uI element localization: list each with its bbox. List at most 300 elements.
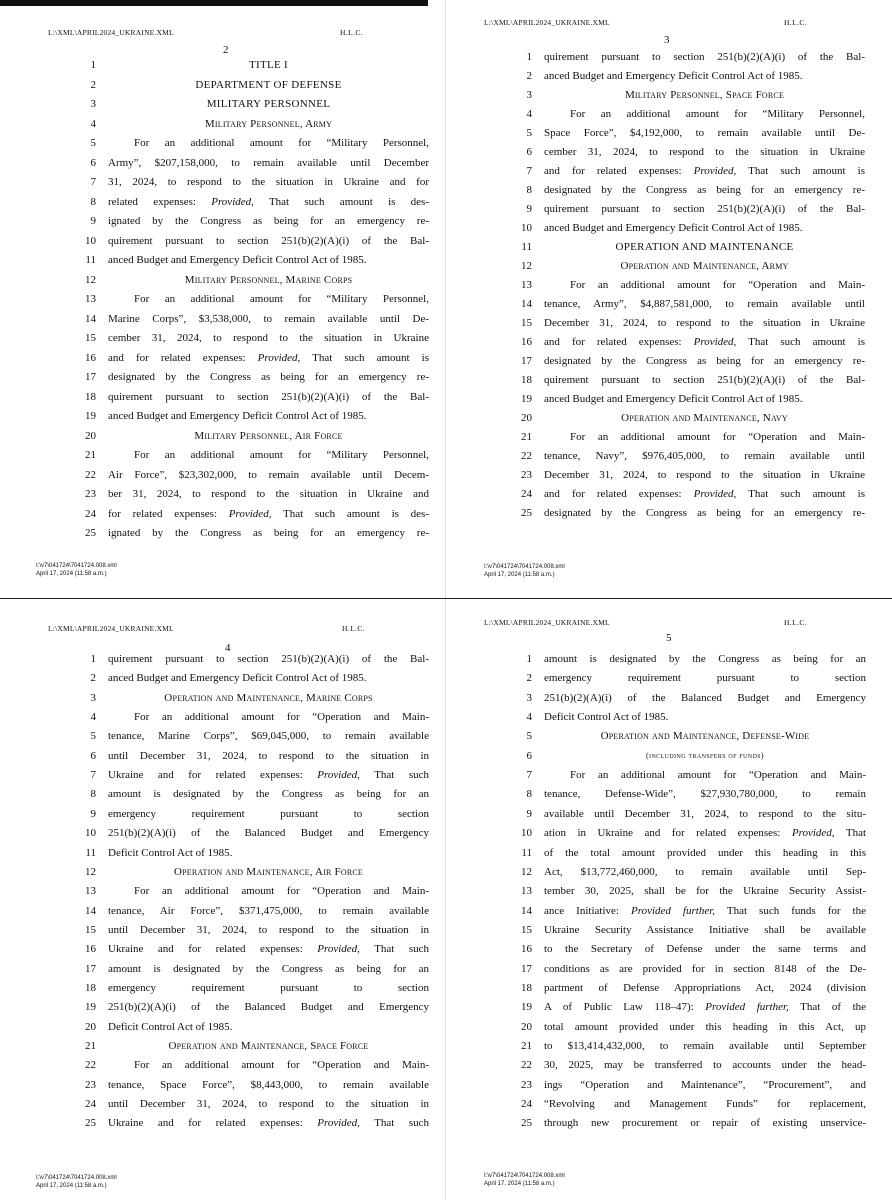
line-number: 13 xyxy=(521,885,532,898)
line-number: 5 xyxy=(526,730,532,743)
text-line xyxy=(510,1000,866,1020)
text-line xyxy=(74,884,429,904)
line-number: 19 xyxy=(85,1001,96,1014)
text-line xyxy=(510,923,866,943)
section-heading: (including transfers of funds) xyxy=(645,750,764,760)
text-line xyxy=(510,278,865,298)
line-text: cember 31, 2024, to respond to the situation in Ukraine xyxy=(544,146,865,158)
line-number: 2 xyxy=(90,78,96,91)
line-number: 17 xyxy=(521,962,532,975)
line-number: 16 xyxy=(521,336,532,348)
line-text: through new procurement or repair of existing unservice- xyxy=(544,1117,866,1130)
text-line xyxy=(510,69,865,89)
line-text-before: Ukraine and for related expenses: xyxy=(108,769,318,782)
text-line xyxy=(510,202,865,222)
line-text: ignated by the Congress as being for an emergency re- xyxy=(108,215,429,227)
italic-proviso: Provided, xyxy=(693,165,737,177)
line-text: For an additional amount for “Operation and Main- xyxy=(134,1059,429,1072)
text-line xyxy=(510,1020,866,1040)
line-number: 14 xyxy=(85,312,96,325)
line-text: amount is designated by the Congress as being for an xyxy=(544,653,866,665)
line-text-before: and for related expenses: xyxy=(108,351,258,364)
line-number: 7 xyxy=(526,769,532,782)
text-line xyxy=(74,962,429,982)
header-office: H.L.C. xyxy=(784,18,808,27)
line-number: 6 xyxy=(526,146,532,158)
line-text-before: Ukraine and for related expenses: xyxy=(108,1117,318,1130)
text-line xyxy=(74,1020,429,1040)
text-line xyxy=(74,749,429,769)
text-line xyxy=(510,1116,866,1136)
text-line xyxy=(510,506,865,526)
line-text xyxy=(544,164,865,178)
text-line xyxy=(74,136,429,156)
text-line xyxy=(74,273,429,293)
line-number: 14 xyxy=(85,904,96,917)
line-text: amount is designated by the Congress as being for an xyxy=(108,962,429,975)
line-numbered-text xyxy=(74,652,429,1140)
line-text xyxy=(108,351,429,365)
line-text: tenance, Marine Corps”, $69,045,000, to remain available xyxy=(108,730,429,743)
line-number: 3 xyxy=(90,691,96,704)
line-text: partment of Defense Appropriations Act, 2024 (division xyxy=(544,981,866,994)
text-line xyxy=(510,884,866,904)
line-text: emergency requirement pursuant to section xyxy=(108,981,429,994)
text-line xyxy=(510,787,866,807)
line-number: 19 xyxy=(521,393,532,405)
line-text xyxy=(108,195,429,209)
line-text xyxy=(108,942,429,956)
text-line xyxy=(74,923,429,943)
line-number: 4 xyxy=(90,711,96,724)
line-text-after: That such amount is xyxy=(736,165,865,177)
line-text: until December 31, 2024, to respond to the situation in xyxy=(108,749,429,762)
line-number: 5 xyxy=(90,730,96,743)
line-text: For an additional amount for “Military Personnel, xyxy=(134,137,429,149)
header-office: H.L.C. xyxy=(342,624,366,633)
page-number: 3 xyxy=(664,34,670,46)
line-text: December 31, 2024, to respond to the situation in Ukraine xyxy=(544,317,865,329)
italic-proviso: Provided, xyxy=(693,488,737,500)
section-heading: Operation and Maintenance, Marine Corps xyxy=(164,691,373,704)
line-text: For an additional amount for “Operation and Main- xyxy=(134,711,429,724)
line-number: 22 xyxy=(521,450,532,462)
line-number: 2 xyxy=(526,672,532,685)
document-page xyxy=(446,0,892,600)
line-text: anced Budget and Emergency Deficit Control Act of 1985. xyxy=(544,393,803,405)
line-number: 16 xyxy=(521,943,532,956)
line-numbered-text xyxy=(510,50,865,529)
line-text xyxy=(544,335,865,349)
line-text: ber 31, 2024, to respond to the situation in Ukraine and xyxy=(108,488,429,500)
line-text xyxy=(544,904,866,918)
line-number: 23 xyxy=(521,1078,532,1091)
line-text: Ukraine Security Assistance Initiative shall be available xyxy=(544,923,866,936)
line-number: 7 xyxy=(90,176,96,188)
line-number: 15 xyxy=(521,317,532,329)
section-heading: DEPARTMENT OF DEFENSE xyxy=(195,78,342,91)
line-number: 3 xyxy=(526,691,532,704)
text-line xyxy=(74,58,429,78)
text-line xyxy=(510,749,866,769)
text-line xyxy=(510,1039,866,1059)
line-text-before: and for related expenses: xyxy=(544,165,694,177)
line-text: 251(b)(2)(A)(i) of the Balanced Budget and Emergency xyxy=(544,691,866,704)
header-file-path: L:\XML\APRIL2024_UKRAINE.XML xyxy=(48,28,174,37)
line-text: of the total amount provided under this heading in this xyxy=(544,846,866,859)
line-text: until December 31, 2024, to respond to the situation in xyxy=(108,923,429,936)
section-heading: Operation and Maintenance, Navy xyxy=(621,412,788,424)
line-number: 8 xyxy=(526,788,532,801)
line-text: amount is designated by the Congress as being for an xyxy=(108,788,429,801)
line-text: tember 30, 2025, shall be for the Ukraine Security Assist- xyxy=(544,885,866,898)
text-line xyxy=(510,468,865,488)
text-line xyxy=(74,1000,429,1020)
line-number: 1 xyxy=(526,653,532,665)
text-line xyxy=(510,807,866,827)
line-number: 12 xyxy=(85,865,96,878)
line-text-after: That such xyxy=(359,769,429,782)
section-heading: Military Personnel, Army xyxy=(204,117,333,130)
text-line xyxy=(510,768,866,788)
line-number: 19 xyxy=(521,1001,532,1014)
line-number: 18 xyxy=(85,981,96,994)
text-line xyxy=(510,846,866,866)
text-line xyxy=(510,430,865,450)
line-number: 11 xyxy=(521,241,532,253)
line-number: 7 xyxy=(526,165,532,177)
line-numbered-text xyxy=(74,58,429,550)
line-number: 25 xyxy=(521,1117,532,1130)
line-text: total amount provided under this heading in this Act, up xyxy=(544,1020,866,1033)
line-text: December 31, 2024, to respond to the situation in Ukraine xyxy=(544,469,865,481)
line-number: 16 xyxy=(85,351,96,364)
text-line xyxy=(510,50,865,70)
line-number: 25 xyxy=(85,1117,96,1130)
line-text: anced Budget and Emergency Deficit Control Act of 1985. xyxy=(544,222,803,234)
section-heading: OPERATION AND MAINTENANCE xyxy=(615,241,794,253)
line-text: designated by the Congress as being for an emergency re- xyxy=(544,184,865,196)
line-text xyxy=(108,1116,429,1130)
line-number: 11 xyxy=(521,846,532,859)
line-number: 24 xyxy=(521,1098,532,1111)
line-number: 8 xyxy=(90,788,96,801)
line-text: quirement pursuant to section 251(b)(2)(A)(i) of the Bal- xyxy=(108,390,429,403)
line-number: 15 xyxy=(521,923,532,936)
line-number: 12 xyxy=(85,273,96,286)
line-text: conditions as are provided for in section 8148 of the De- xyxy=(544,962,866,975)
line-number: 4 xyxy=(526,711,532,724)
text-line xyxy=(74,807,429,827)
text-line xyxy=(74,865,429,885)
line-number: 9 xyxy=(90,215,96,227)
line-text: Army”, $207,158,000, to remain available until December xyxy=(108,156,429,169)
text-line xyxy=(74,846,429,866)
line-number: 23 xyxy=(85,488,96,500)
text-line xyxy=(74,390,429,410)
line-text-after: That such xyxy=(359,1117,429,1130)
line-text: 31, 2024, to respond to the situation in Ukraine and for xyxy=(108,176,429,188)
line-text: anced Budget and Emergency Deficit Control Act of 1985. xyxy=(108,410,367,422)
line-number: 9 xyxy=(90,807,96,820)
section-heading: Military Personnel, Space Force xyxy=(624,89,785,101)
line-text: available until December 31, 2024, to respond to the situ- xyxy=(544,807,866,820)
line-number: 22 xyxy=(521,1059,532,1072)
footer-timestamp: April 17, 2024 (11:58 a.m.) xyxy=(484,572,555,578)
section-heading: Operation and Maintenance, Air Force xyxy=(173,865,363,878)
footer-xml-path: I:\v7\041724\7041724.008.xml xyxy=(484,1173,565,1179)
line-number: 23 xyxy=(521,469,532,481)
text-line xyxy=(74,409,429,429)
text-line xyxy=(510,145,865,165)
text-line xyxy=(74,1039,429,1059)
text-line xyxy=(74,292,429,312)
line-text: quirement pursuant to section 251(b)(2)(A)(i) of the Bal- xyxy=(544,51,865,63)
line-number: 5 xyxy=(526,127,532,139)
line-number: 20 xyxy=(85,1020,96,1033)
text-line xyxy=(74,468,429,488)
text-line xyxy=(510,183,865,203)
line-number: 18 xyxy=(85,390,96,403)
footer-xml-path: I:\v7\041724\7041724.008.xml xyxy=(36,563,117,569)
line-text: quirement pursuant to section 251(b)(2)(A)(i) of the Bal- xyxy=(544,203,865,215)
line-text xyxy=(544,487,865,501)
text-line xyxy=(510,88,865,108)
text-line xyxy=(74,351,429,371)
line-numbered-text xyxy=(510,652,866,1140)
text-line xyxy=(74,78,429,98)
section-heading: TITLE I xyxy=(248,59,289,71)
line-number: 21 xyxy=(85,1040,96,1052)
line-text: ignated by the Congress as being for an emergency re- xyxy=(108,527,429,539)
line-number: 4 xyxy=(90,117,96,130)
line-number: 15 xyxy=(85,332,96,344)
line-number: 22 xyxy=(85,1059,96,1072)
line-text: For an additional amount for “Military Personnel, xyxy=(570,108,865,120)
text-line xyxy=(510,411,865,431)
line-text: For an additional amount for “Operation and Main- xyxy=(570,769,866,782)
section-heading: Military Personnel, Marine Corps xyxy=(184,273,353,286)
line-number: 17 xyxy=(521,355,532,367)
page-footer xyxy=(36,562,117,578)
line-text: emergency requirement pursuant to section xyxy=(108,807,429,820)
line-number: 14 xyxy=(521,904,532,917)
line-text: Act, $13,772,460,000, to remain available until Sep- xyxy=(544,865,866,878)
line-text: quirement pursuant to section 251(b)(2)(A)(i) of the Bal- xyxy=(108,653,429,665)
line-number: 24 xyxy=(85,507,96,520)
italic-proviso: Provided, xyxy=(317,943,360,956)
text-line xyxy=(74,526,429,546)
line-number: 21 xyxy=(85,449,96,461)
line-number: 10 xyxy=(521,827,532,840)
text-line xyxy=(74,253,429,273)
line-text: tenance, Navy”, $976,405,000, to remain available until xyxy=(544,450,865,462)
line-text: For an additional amount for “Military Personnel, xyxy=(134,293,429,305)
text-line xyxy=(510,449,865,469)
line-number: 6 xyxy=(90,156,96,169)
line-text-before: and for related expenses: xyxy=(544,336,694,348)
line-text: Deficit Control Act of 1985. xyxy=(544,711,669,724)
line-text: to $13,414,432,000, to remain available until September xyxy=(544,1040,866,1052)
document-page xyxy=(446,600,892,1200)
line-number: 1 xyxy=(90,59,96,71)
line-number: 18 xyxy=(521,981,532,994)
line-text: 251(b)(2)(A)(i) of the Balanced Budget and Emergency xyxy=(108,827,429,840)
line-text-after: That xyxy=(834,827,867,840)
text-line xyxy=(510,865,866,885)
section-heading: MILITARY PERSONNEL xyxy=(206,98,331,110)
text-line xyxy=(74,370,429,390)
line-text: tenance, Defense-Wide”, $27,930,780,000, to remain xyxy=(544,788,866,801)
italic-proviso: Provided, xyxy=(211,195,254,208)
text-line xyxy=(74,331,429,351)
line-text-before: A of Public Law 118–47): xyxy=(544,1001,706,1014)
line-text: emergency requirement pursuant to section xyxy=(544,672,866,685)
line-text: Air Force”, $23,302,000, to remain available until Decem- xyxy=(108,468,429,481)
italic-proviso: Provided, xyxy=(693,336,737,348)
line-text xyxy=(108,768,429,782)
line-text-before: related expenses: xyxy=(108,195,212,208)
text-line xyxy=(510,392,865,412)
text-line xyxy=(74,671,429,691)
text-line xyxy=(74,234,429,254)
line-number: 20 xyxy=(85,429,96,442)
italic-proviso: Provided, xyxy=(791,827,835,840)
line-number: 14 xyxy=(521,298,532,310)
footer-xml-path: I:\v7\041724\7041724.008.xml xyxy=(36,1175,117,1181)
line-text-after: That such amount is xyxy=(736,488,865,500)
text-line xyxy=(74,1058,429,1078)
line-text: to the Secretary of Defense under the same terms and xyxy=(544,943,866,956)
line-number: 8 xyxy=(526,184,532,196)
document-page xyxy=(0,0,446,600)
line-text: For an additional amount for “Operation and Main- xyxy=(134,885,429,898)
line-number: 23 xyxy=(85,1078,96,1091)
line-number: 21 xyxy=(521,431,532,443)
italic-proviso: Provided further, xyxy=(630,904,716,917)
line-number: 19 xyxy=(85,410,96,422)
line-text: anced Budget and Emergency Deficit Control Act of 1985. xyxy=(108,672,367,685)
header-office: H.L.C. xyxy=(784,618,808,627)
line-number: 3 xyxy=(526,89,532,101)
text-line xyxy=(510,691,866,711)
text-line xyxy=(510,373,865,393)
text-line xyxy=(510,671,866,691)
line-number: 21 xyxy=(521,1040,532,1052)
line-text: Deficit Control Act of 1985. xyxy=(108,846,233,859)
line-number: 11 xyxy=(85,254,96,266)
line-number: 7 xyxy=(90,769,96,782)
page-footer xyxy=(484,1172,565,1188)
text-line xyxy=(74,729,429,749)
text-line xyxy=(74,448,429,468)
line-number: 17 xyxy=(85,962,96,975)
text-line xyxy=(510,942,866,962)
italic-proviso: Provided, xyxy=(317,769,360,782)
text-line xyxy=(74,710,429,730)
line-number: 10 xyxy=(85,234,96,247)
text-line xyxy=(74,195,429,215)
text-line xyxy=(510,107,865,127)
text-line xyxy=(510,904,866,924)
line-text-before: ance Initiative: xyxy=(544,904,631,917)
line-number: 13 xyxy=(85,293,96,305)
line-number: 10 xyxy=(85,827,96,840)
text-line xyxy=(74,487,429,507)
text-line xyxy=(510,487,865,507)
page-number: 5 xyxy=(666,632,672,644)
line-text: anced Budget and Emergency Deficit Control Act of 1985. xyxy=(544,70,803,82)
line-text: Marine Corps”, $3,538,000, to remain available until De- xyxy=(108,312,429,325)
italic-proviso: Provided, xyxy=(317,1117,360,1130)
line-number: 16 xyxy=(85,943,96,956)
footer-timestamp: April 17, 2024 (11:58 a.m.) xyxy=(36,571,107,577)
footer-timestamp: April 17, 2024 (11:58 a.m.) xyxy=(36,1183,107,1189)
line-text: Deficit Control Act of 1985. xyxy=(108,1020,233,1033)
page-number: 4 xyxy=(225,642,231,654)
line-text: designated by the Congress as being for an emergency re- xyxy=(108,371,429,383)
text-line xyxy=(510,316,865,336)
page-number: 2 xyxy=(223,44,229,56)
text-line xyxy=(510,981,866,1001)
text-line xyxy=(510,962,866,982)
line-text: tenance, Space Force”, $8,443,000, to remain available xyxy=(108,1078,429,1091)
line-number: 25 xyxy=(85,527,96,539)
line-text-after: That such xyxy=(359,943,429,956)
line-text: ings “Operation and Maintenance”, “Procurement”, and xyxy=(544,1078,866,1091)
line-text: quirement pursuant to section 251(b)(2)(A)(i) of the Bal- xyxy=(544,374,865,386)
section-heading: Military Personnel, Air Force xyxy=(194,429,343,442)
line-text: cember 31, 2024, to respond to the situation in Ukraine xyxy=(108,332,429,344)
text-line xyxy=(74,787,429,807)
text-line xyxy=(510,240,865,260)
section-heading: Operation and Maintenance, Defense-Wide xyxy=(600,730,810,743)
text-line xyxy=(510,729,866,749)
line-number: 6 xyxy=(526,749,532,762)
line-text: 251(b)(2)(A)(i) of the Balanced Budget and Emergency xyxy=(108,1001,429,1014)
line-text-after: That such amount is xyxy=(736,336,865,348)
line-number: 13 xyxy=(85,885,96,898)
italic-proviso: Provided, xyxy=(257,351,301,364)
text-line xyxy=(74,214,429,234)
text-line xyxy=(510,710,866,730)
text-line xyxy=(74,942,429,962)
line-number: 9 xyxy=(526,807,532,820)
text-line xyxy=(510,221,865,241)
line-number: 12 xyxy=(521,260,532,272)
header-file-path: L:\XML\APRIL2024_UKRAINE.XML xyxy=(48,624,174,633)
text-line xyxy=(74,1097,429,1117)
line-text-after: That such amount is xyxy=(300,351,429,364)
section-heading: Operation and Maintenance, Space Force xyxy=(168,1040,369,1052)
text-line xyxy=(510,1097,866,1117)
line-number: 9 xyxy=(526,203,532,215)
text-line xyxy=(74,826,429,846)
text-line xyxy=(74,507,429,527)
line-number: 25 xyxy=(521,507,532,519)
text-line xyxy=(74,117,429,137)
line-number: 12 xyxy=(521,865,532,878)
text-line xyxy=(510,826,866,846)
text-line xyxy=(510,354,865,374)
text-line xyxy=(510,259,865,279)
text-line xyxy=(74,312,429,332)
line-number: 22 xyxy=(85,468,96,481)
line-number: 24 xyxy=(521,488,532,500)
footer-xml-path: I:\v7\041724\7041724.008.xml xyxy=(484,564,565,570)
line-number: 17 xyxy=(85,371,96,383)
header-file-path: L:\XML\APRIL2024_UKRAINE.XML xyxy=(484,618,610,627)
